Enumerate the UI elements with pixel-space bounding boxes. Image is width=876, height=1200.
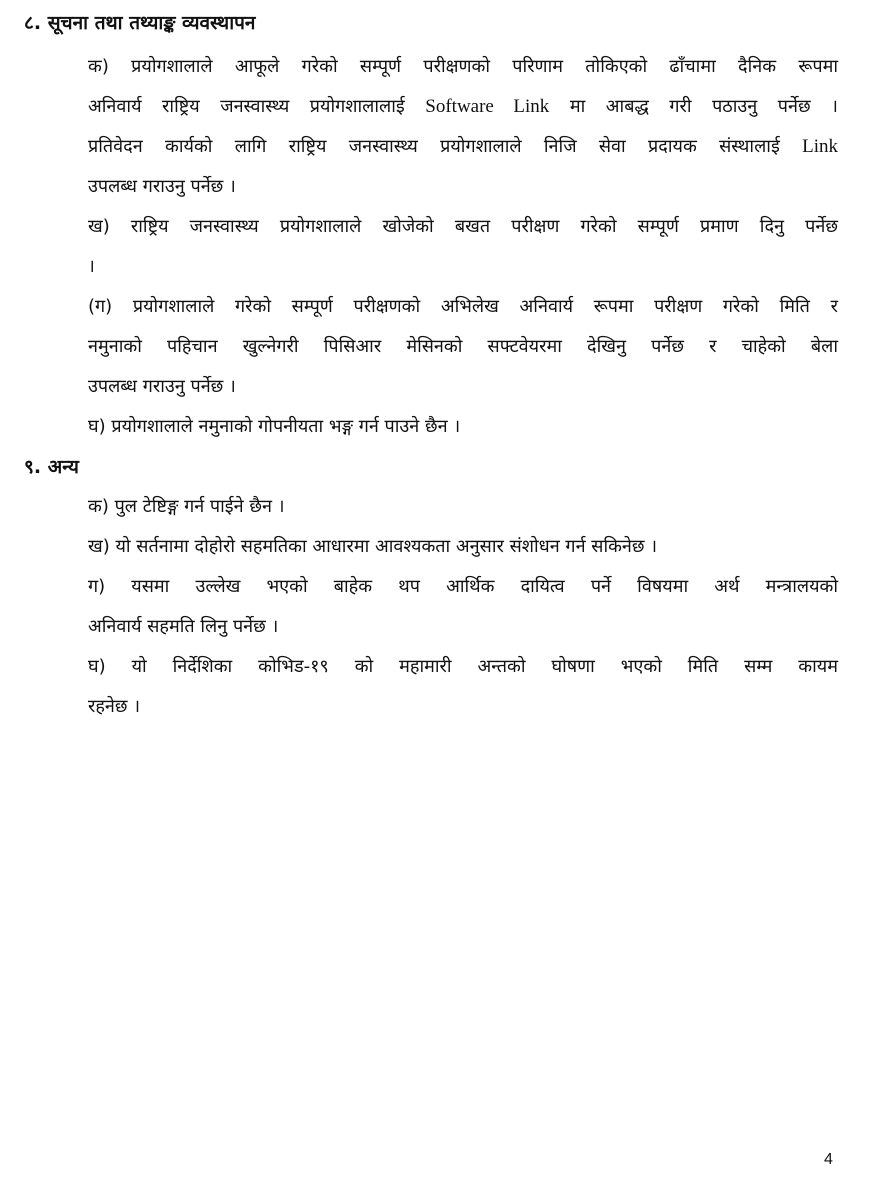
section-9-item-gha-line-1: घ) यो निर्देशिका कोभिड-१९ को महामारी अन्तको घोषणा भएको मिति सम्म कायम	[88, 656, 838, 677]
section-8-item-ka-line-4: उपलब्ध गराउनु पर्नेछ ।	[88, 176, 236, 197]
section-8-item-kha-line-2: ।	[88, 256, 95, 277]
section-8-item-ga-line-1: (ग) प्रयोगशालाले गरेको सम्पूर्ण परीक्षणको अभिलेख अनिवार्य रूपमा परीक्षण गरेको मिति र	[88, 296, 838, 317]
section-9-item-gha-line-2: रहनेछ ।	[88, 696, 141, 717]
section-8-heading: ८. सूचना तथा तथ्याङ्क व्यवस्थापन	[24, 12, 256, 34]
section-8-item-ka-line-2-text-a: अनिवार्य राष्ट्रिय जनस्वास्थ्य प्रयोगशालालाई	[88, 96, 426, 117]
section-8-item-ka-line-2-text-b: मा आबद्ध गरी पठाउनु पर्नेछ ।	[549, 96, 838, 117]
section-8-item-gha-line-1: घ) प्रयोगशालाले नमुनाको गोपनीयता भङ्ग गर्न पाउने छैन ।	[88, 416, 461, 437]
section-8-item-ka-line-3	[88, 134, 838, 160]
link-text: Link	[802, 136, 838, 157]
section-9-item-ga-line-1: ग) यसमा उल्लेख भएको बाहेक थप आर्थिक दायित्व पर्ने विषयमा अर्थ मन्त्रालयको	[88, 576, 838, 597]
section-9-item-ga-line-2: अनिवार्य सहमति लिनु पर्नेछ ।	[88, 616, 279, 637]
section-8-item-ga-line-3: उपलब्ध गराउनु पर्नेछ ।	[88, 376, 236, 397]
section-8-item-kha-line-1: ख) राष्ट्रिय जनस्वास्थ्य प्रयोगशालाले खोजेको बखत परीक्षण गरेको सम्पूर्ण प्रमाण दिनु पर्नेछ	[88, 216, 838, 237]
section-8-item-ka-line-3-text-a: प्रतिवेदन कार्यको लागि राष्ट्रिय जनस्वास्थ्य प्रयोगशालाले निजि सेवा प्रदायक संस्थालाई	[88, 136, 803, 157]
section-8-item-ka-line-1: क) प्रयोगशालाले आफूले गरेको सम्पूर्ण परीक्षणको परिणाम तोकिएको ढाँचामा दैनिक रूपमा	[88, 56, 838, 77]
section-9-item-ka-line-1: क) पुल टेष्टिङ्ग गर्न पाईने छैन ।	[88, 496, 285, 517]
page-number: 4	[824, 1151, 833, 1168]
section-8-item-ka-line-2	[88, 94, 838, 120]
software-link-text: Software Link	[425, 96, 550, 117]
section-9-heading: ९. अन्य	[24, 456, 79, 478]
section-8-item-ga-line-2: नमुनाको पहिचान खुल्नेगरी पिसिआर मेसिनको सफ्टवेयरमा देखिनु पर्नेछ र चाहेको बेला	[88, 336, 838, 357]
section-9-item-kha-line-1: ख) यो सर्तनामा दोहोरो सहमतिका आधारमा आवश्यकता अनुसार संशोधन गर्न सकिनेछ ।	[88, 536, 658, 557]
